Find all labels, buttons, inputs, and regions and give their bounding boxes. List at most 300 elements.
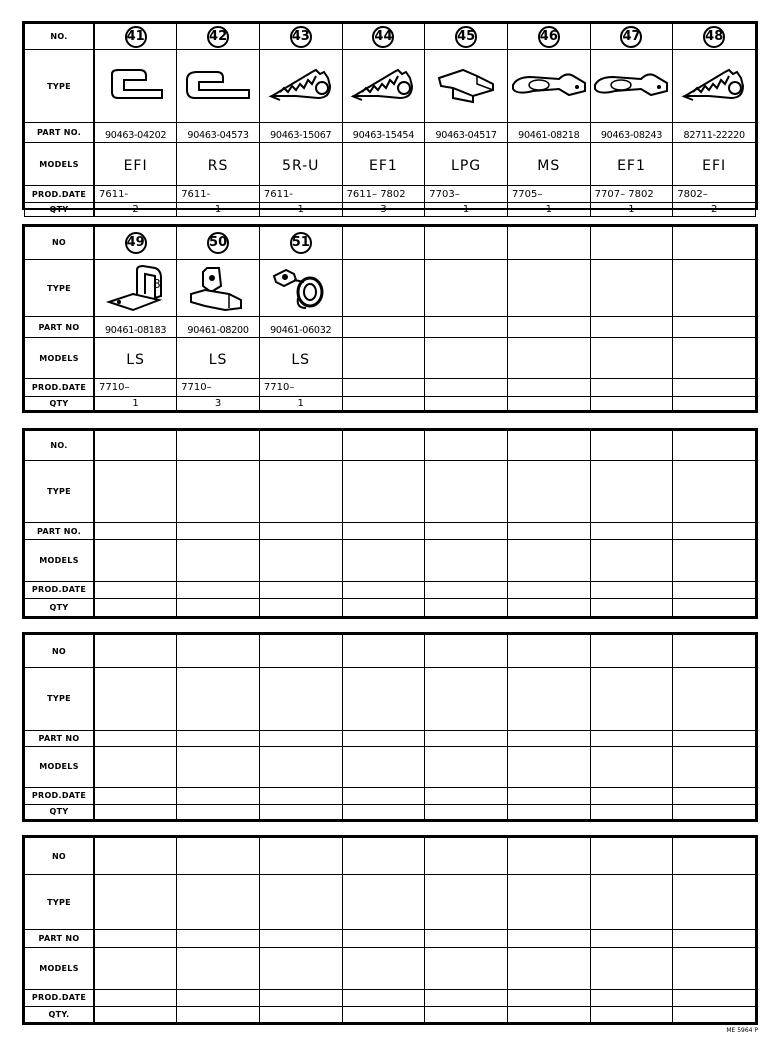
empty-cell <box>425 396 508 410</box>
item-number-cell <box>590 24 673 50</box>
empty-cell <box>425 746 508 787</box>
row-part-no <box>25 523 756 540</box>
empty-cell <box>425 730 508 746</box>
empty-cell <box>507 317 590 338</box>
empty-cell <box>590 599 673 617</box>
item-number-badge: 49 <box>125 232 147 254</box>
empty-cell <box>177 947 260 989</box>
quantity: 1 <box>462 204 470 215</box>
type-label: TYPE <box>25 259 95 317</box>
prod-date: 7710– <box>99 381 130 393</box>
empty-cell <box>259 746 342 787</box>
type-illustration-cell <box>94 259 177 317</box>
prod-date-cell <box>342 186 425 203</box>
empty-cell <box>590 523 673 540</box>
part-number-cell <box>177 317 260 338</box>
empty-cell <box>673 338 756 379</box>
empty-cell <box>507 523 590 540</box>
empty-cell <box>177 581 260 599</box>
part-number: 90463-15067 <box>270 130 332 141</box>
empty-cell <box>94 431 177 461</box>
parts-table-block5 <box>22 835 758 1025</box>
model-code: 5R-U <box>282 157 320 174</box>
empty-cell <box>673 838 756 875</box>
empty-cell <box>425 668 508 730</box>
empty-cell <box>590 746 673 787</box>
empty-cell <box>177 431 260 461</box>
empty-cell <box>507 787 590 804</box>
empty-cell <box>425 635 508 668</box>
empty-cell <box>590 338 673 379</box>
type-illustration-cell <box>507 50 590 123</box>
empty-cell <box>94 668 177 730</box>
empty-cell <box>673 668 756 730</box>
part-number: 90461-08218 <box>518 130 580 141</box>
empty-cell <box>177 599 260 617</box>
empty-cell <box>590 379 673 396</box>
no-label: NO. <box>25 431 95 461</box>
row-part-no <box>25 123 756 143</box>
empty-cell <box>590 875 673 930</box>
wire-holder-icon <box>177 264 259 312</box>
part-number: 90461-06032 <box>270 324 332 336</box>
empty-cell <box>507 875 590 930</box>
empty-cell <box>342 431 425 461</box>
parts-grid <box>24 837 756 1023</box>
row-prod-date <box>25 186 756 203</box>
row-prod-date <box>25 787 756 804</box>
empty-cell <box>259 540 342 582</box>
empty-cell <box>673 227 756 260</box>
type-illustration-cell <box>177 259 260 317</box>
empty-cell <box>342 379 425 396</box>
double-clip-icon <box>425 66 507 106</box>
empty-cell <box>177 930 260 947</box>
empty-cell <box>507 1006 590 1022</box>
prod-date: 7703– <box>429 188 460 200</box>
row-no <box>25 838 756 875</box>
model-code: LS <box>208 351 228 368</box>
ring-clamp-icon <box>260 264 342 312</box>
empty-cell <box>590 317 673 338</box>
type-illustration-cell <box>259 50 342 123</box>
item-number-badge: 47 <box>620 26 642 48</box>
empty-cell <box>590 668 673 730</box>
part-number: 90463-04202 <box>104 130 167 141</box>
item-number-cell <box>342 24 425 50</box>
empty-cell <box>673 461 756 523</box>
part-number: 90463-04573 <box>187 130 249 141</box>
empty-cell <box>342 947 425 989</box>
models-label: MODELS <box>25 540 95 582</box>
empty-cell <box>342 317 425 338</box>
type-illustration-cell <box>94 50 177 123</box>
prod-date-label: PROD.DATE <box>25 379 95 396</box>
models-cell <box>177 143 260 186</box>
empty-cell <box>673 431 756 461</box>
models-label: MODELS <box>25 947 95 989</box>
row-no <box>25 635 756 668</box>
models-cell <box>673 143 756 186</box>
qty-cell <box>342 203 425 217</box>
row-qty <box>25 203 756 217</box>
empty-cell <box>673 730 756 746</box>
models-cell <box>94 338 177 379</box>
no-label: NO. <box>25 24 95 50</box>
quantity: 1 <box>545 204 552 215</box>
empty-cell <box>425 227 508 260</box>
row-models <box>25 540 756 582</box>
qty-cell <box>94 203 177 217</box>
empty-cell <box>507 338 590 379</box>
qty-cell <box>177 396 260 410</box>
prod-date: 7710– <box>263 381 295 393</box>
empty-cell <box>590 581 673 599</box>
quantity: 3 <box>380 204 387 215</box>
empty-cell <box>177 730 260 746</box>
item-number-cell <box>425 24 508 50</box>
qty-cell <box>425 203 508 217</box>
empty-cell <box>507 930 590 947</box>
empty-cell <box>94 461 177 523</box>
row-type <box>25 259 756 317</box>
empty-cell <box>425 804 508 819</box>
item-number-badge: 48 <box>703 26 725 48</box>
qty-cell <box>507 203 590 217</box>
models-cell <box>259 338 342 379</box>
empty-cell <box>425 540 508 582</box>
empty-cell <box>425 431 508 461</box>
models-cell <box>94 143 177 186</box>
models-label: MODELS <box>25 746 95 787</box>
empty-cell <box>94 930 177 947</box>
row-qty <box>25 599 756 617</box>
model-code: LS <box>126 351 145 368</box>
empty-cell <box>590 227 673 260</box>
empty-cell <box>425 317 508 338</box>
prod-date: 7707– 7802 <box>594 188 654 200</box>
row-type <box>25 668 756 730</box>
item-number-cell <box>177 227 260 260</box>
empty-cell <box>259 947 342 989</box>
part-number-cell <box>425 123 508 143</box>
row-type <box>25 50 756 123</box>
models-cell <box>259 143 342 186</box>
empty-cell <box>342 730 425 746</box>
empty-cell <box>425 599 508 617</box>
empty-cell <box>342 875 425 930</box>
parts-grid <box>24 23 756 217</box>
qty-cell <box>259 203 342 217</box>
empty-cell <box>507 746 590 787</box>
row-models <box>25 338 756 379</box>
empty-cell <box>507 599 590 617</box>
empty-cell <box>425 379 508 396</box>
empty-cell <box>259 930 342 947</box>
model-code: EF1 <box>369 157 398 174</box>
row-models <box>25 746 756 787</box>
row-prod-date <box>25 379 756 396</box>
empty-cell <box>590 259 673 317</box>
part-number-cell <box>342 123 425 143</box>
empty-cell <box>94 1006 177 1022</box>
empty-cell <box>507 396 590 410</box>
empty-cell <box>177 540 260 582</box>
prod-date-cell <box>177 186 260 203</box>
item-number-cell <box>177 24 260 50</box>
type-label: TYPE <box>25 50 95 123</box>
type-illustration-cell <box>177 50 260 123</box>
empty-cell <box>94 838 177 875</box>
quantity: 2 <box>710 204 718 215</box>
qty-label: QTY <box>25 804 95 819</box>
models-cell <box>590 143 673 186</box>
empty-cell <box>673 989 756 1006</box>
svg-text:8: 8 <box>152 277 161 292</box>
empty-cell <box>342 838 425 875</box>
part-number-cell <box>507 123 590 143</box>
no-label: NO <box>25 635 95 668</box>
type-illustration-cell <box>590 50 673 123</box>
item-number-badge: 44 <box>372 26 394 48</box>
empty-cell <box>673 787 756 804</box>
parts-grid <box>24 430 756 617</box>
quantity: 1 <box>132 397 139 409</box>
empty-cell <box>177 461 260 523</box>
models-cell <box>425 143 508 186</box>
empty-cell <box>342 668 425 730</box>
prod-date-label: PROD.DATE <box>25 186 95 203</box>
empty-cell <box>425 930 508 947</box>
empty-cell <box>590 730 673 746</box>
row-no <box>25 431 756 461</box>
bracket-clip-icon <box>95 264 176 312</box>
empty-cell <box>673 379 756 396</box>
empty-cell <box>507 379 590 396</box>
empty-cell <box>94 947 177 989</box>
empty-cell <box>177 838 260 875</box>
serrated-clamp-icon <box>260 66 342 106</box>
prod-date: 7710– <box>181 381 212 393</box>
row-models <box>25 143 756 186</box>
qty-cell <box>673 203 756 217</box>
empty-cell <box>94 599 177 617</box>
empty-cell <box>425 461 508 523</box>
type-label: TYPE <box>25 461 95 523</box>
part-number-cell <box>259 317 342 338</box>
empty-cell <box>94 730 177 746</box>
empty-cell <box>94 875 177 930</box>
empty-cell <box>425 338 508 379</box>
model-code: EF1 <box>617 157 646 174</box>
prod-date-label: PROD.DATE <box>25 989 95 1006</box>
empty-cell <box>259 989 342 1006</box>
prod-date-cell <box>590 186 673 203</box>
part-number-cell <box>673 123 756 143</box>
empty-cell <box>507 730 590 746</box>
part-no-label: PART NO. <box>25 523 95 540</box>
row-part-no <box>25 930 756 947</box>
empty-cell <box>590 804 673 819</box>
empty-cell <box>342 635 425 668</box>
empty-cell <box>342 338 425 379</box>
models-label: MODELS <box>25 338 95 379</box>
models-cell <box>507 143 590 186</box>
empty-cell <box>342 804 425 819</box>
item-number-badge: 41 <box>125 26 147 48</box>
item-number-cell <box>259 227 342 260</box>
model-code: LS <box>291 351 311 368</box>
prod-date-cell <box>94 186 177 203</box>
row-prod-date <box>25 581 756 599</box>
figure-code: ME 5964 P <box>726 1027 758 1034</box>
empty-cell <box>507 259 590 317</box>
empty-cell <box>94 787 177 804</box>
row-type <box>25 461 756 523</box>
empty-cell <box>342 989 425 1006</box>
empty-cell <box>177 523 260 540</box>
empty-cell <box>259 804 342 819</box>
empty-cell <box>673 746 756 787</box>
prod-date-label: PROD.DATE <box>25 787 95 804</box>
no-label: NO <box>25 838 95 875</box>
prod-date-cell <box>94 379 177 396</box>
quantity: 3 <box>214 397 222 409</box>
empty-cell <box>673 317 756 338</box>
model-code: RS <box>207 157 229 174</box>
models-cell <box>342 143 425 186</box>
empty-cell <box>259 668 342 730</box>
empty-cell <box>425 581 508 599</box>
empty-cell <box>425 523 508 540</box>
empty-cell <box>673 259 756 317</box>
model-code: MS <box>537 157 561 174</box>
serrated-clamp-icon <box>343 66 425 106</box>
quantity: 2 <box>132 204 139 215</box>
empty-cell <box>590 1006 673 1022</box>
prod-date-cell <box>673 186 756 203</box>
empty-cell <box>507 668 590 730</box>
empty-cell <box>673 581 756 599</box>
empty-cell <box>507 989 590 1006</box>
part-no-label: PART NO <box>25 930 95 947</box>
row-qty <box>25 1006 756 1022</box>
part-no-label: PART NO <box>25 730 95 746</box>
row-qty <box>25 804 756 819</box>
empty-cell <box>342 523 425 540</box>
empty-cell <box>94 635 177 668</box>
empty-cell <box>342 396 425 410</box>
empty-cell <box>425 838 508 875</box>
empty-cell <box>177 746 260 787</box>
empty-cell <box>590 396 673 410</box>
empty-cell <box>177 1006 260 1022</box>
models-cell <box>177 338 260 379</box>
empty-cell <box>425 947 508 989</box>
empty-cell <box>673 930 756 947</box>
parts-grid <box>24 226 756 411</box>
empty-cell <box>342 599 425 617</box>
parts-table-block4 <box>22 632 758 822</box>
no-label: NO <box>25 227 95 260</box>
item-number-cell <box>259 24 342 50</box>
empty-cell <box>342 259 425 317</box>
part-number: 90463-04517 <box>435 130 497 141</box>
empty-cell <box>673 396 756 410</box>
empty-cell <box>673 599 756 617</box>
empty-cell <box>507 461 590 523</box>
part-number-cell <box>259 123 342 143</box>
empty-cell <box>507 635 590 668</box>
type-illustration-cell <box>342 50 425 123</box>
empty-cell <box>177 875 260 930</box>
item-number-cell <box>507 24 590 50</box>
prod-date-cell <box>177 379 260 396</box>
empty-cell <box>94 804 177 819</box>
empty-cell <box>94 581 177 599</box>
empty-cell <box>177 635 260 668</box>
hose-clamp-icon <box>591 69 673 103</box>
qty-cell <box>177 203 260 217</box>
prod-date: 7611– 7802 <box>346 188 406 200</box>
model-code: EFI <box>123 157 148 174</box>
type-label: TYPE <box>25 668 95 730</box>
qty-cell <box>590 203 673 217</box>
empty-cell <box>259 431 342 461</box>
item-number-cell <box>673 24 756 50</box>
empty-cell <box>507 431 590 461</box>
part-number: 90463-15454 <box>352 130 414 141</box>
serrated-clamp-icon <box>673 66 755 106</box>
empty-cell <box>342 461 425 523</box>
empty-cell <box>425 787 508 804</box>
empty-cell <box>259 461 342 523</box>
type-illustration-cell <box>673 50 756 123</box>
parts-table-block2 <box>22 224 758 413</box>
empty-cell <box>177 804 260 819</box>
row-part-no <box>25 317 756 338</box>
empty-cell <box>94 540 177 582</box>
prod-date-label: PROD.DATE <box>25 581 95 599</box>
row-no <box>25 227 756 260</box>
type-illustration-cell <box>259 259 342 317</box>
empty-cell <box>94 523 177 540</box>
item-number-badge: 51 <box>290 232 312 254</box>
prod-date: 7611- <box>263 188 293 200</box>
empty-cell <box>425 1006 508 1022</box>
row-prod-date <box>25 989 756 1006</box>
row-no <box>25 24 756 50</box>
part-number: 82711-22220 <box>683 130 745 141</box>
long-u-clip-icon <box>177 68 259 104</box>
empty-cell <box>673 1006 756 1022</box>
row-type <box>25 875 756 930</box>
models-label: MODELS <box>25 143 95 186</box>
prod-date: 7705– <box>511 188 543 200</box>
empty-cell <box>259 1006 342 1022</box>
parts-table-block3 <box>22 428 758 619</box>
quantity: 1 <box>628 204 635 215</box>
prod-date: 7802– <box>677 188 708 200</box>
empty-cell <box>590 787 673 804</box>
part-no-label: PART NO <box>25 317 95 338</box>
empty-cell <box>673 804 756 819</box>
empty-cell <box>259 730 342 746</box>
type-label: TYPE <box>25 875 95 930</box>
quantity: 1 <box>297 397 304 409</box>
empty-cell <box>673 523 756 540</box>
empty-cell <box>259 787 342 804</box>
